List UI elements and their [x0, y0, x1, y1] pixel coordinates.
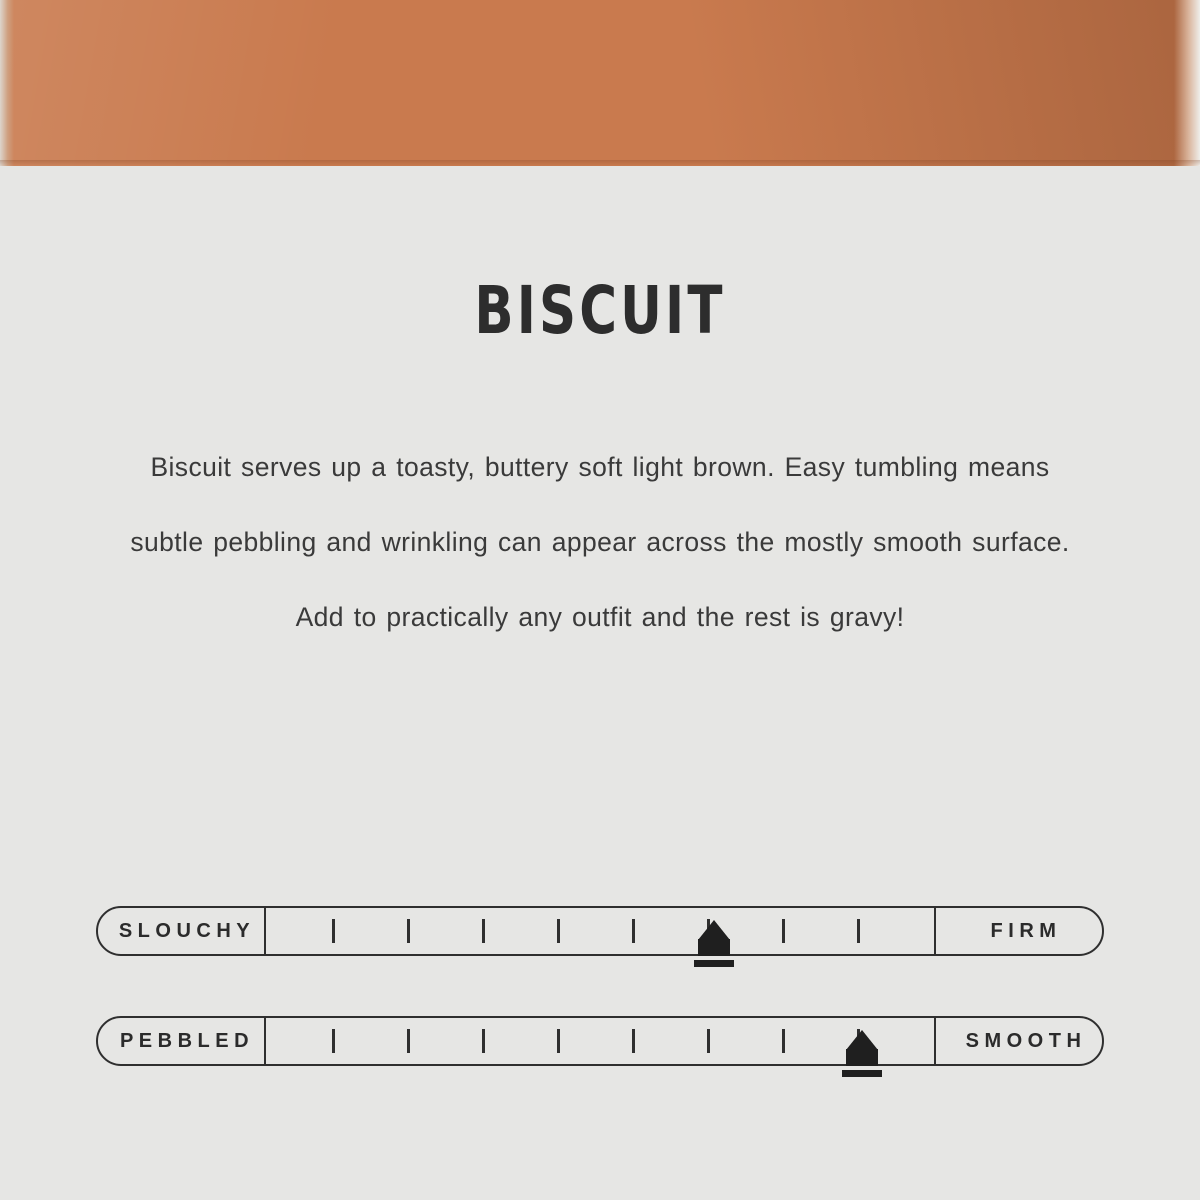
thumb-body [846, 1049, 878, 1066]
slider-right-label: SMOOTH [934, 1016, 1104, 1066]
slider-ticks [266, 1016, 934, 1066]
page-title: BISCUIT [474, 272, 726, 349]
slider-slouchy-firm[interactable] [96, 906, 1104, 960]
leather-texture [0, 0, 1200, 166]
slider-left-label: PEBBLED [96, 1016, 266, 1066]
tick-mark [632, 919, 635, 943]
hero-leather-image [0, 0, 1200, 166]
tick-mark [482, 919, 485, 943]
tick-mark [857, 919, 860, 943]
tick-mark [407, 1029, 410, 1053]
color-description: Biscuit serves up a toasty, buttery soft light brown. Easy tumbling means subtle pebbling and wrinkling can appear across the mostly smooth surface. Add to practically any outfit and the rest is gravy! [130, 452, 1070, 632]
hero-bottom-shadow [0, 160, 1200, 166]
tick-mark [332, 919, 335, 943]
tick-mark [407, 919, 410, 943]
slider-thumb[interactable] [840, 1030, 884, 1086]
slider-thumb[interactable] [692, 920, 736, 976]
tick-mark [707, 1029, 710, 1053]
tick-mark [782, 919, 785, 943]
slider-right-label: FIRM [934, 906, 1104, 956]
thumb-arrow-icon [846, 1030, 878, 1050]
slider-left-label: SLOUCHY [96, 906, 266, 956]
tick-mark [557, 919, 560, 943]
thumb-body [698, 939, 730, 956]
hero-left-edge [0, 0, 14, 166]
hero-right-edge [1174, 0, 1200, 166]
slider-ticks [266, 906, 934, 956]
thumb-base [694, 960, 734, 967]
tick-mark [557, 1029, 560, 1053]
tick-mark [332, 1029, 335, 1053]
thumb-base [842, 1070, 882, 1077]
tick-mark [632, 1029, 635, 1053]
slider-pebbled-smooth[interactable] [96, 1016, 1104, 1070]
thumb-arrow-icon [698, 920, 730, 940]
attribute-sliders [96, 906, 1104, 1126]
tick-mark [482, 1029, 485, 1053]
tick-mark [782, 1029, 785, 1053]
